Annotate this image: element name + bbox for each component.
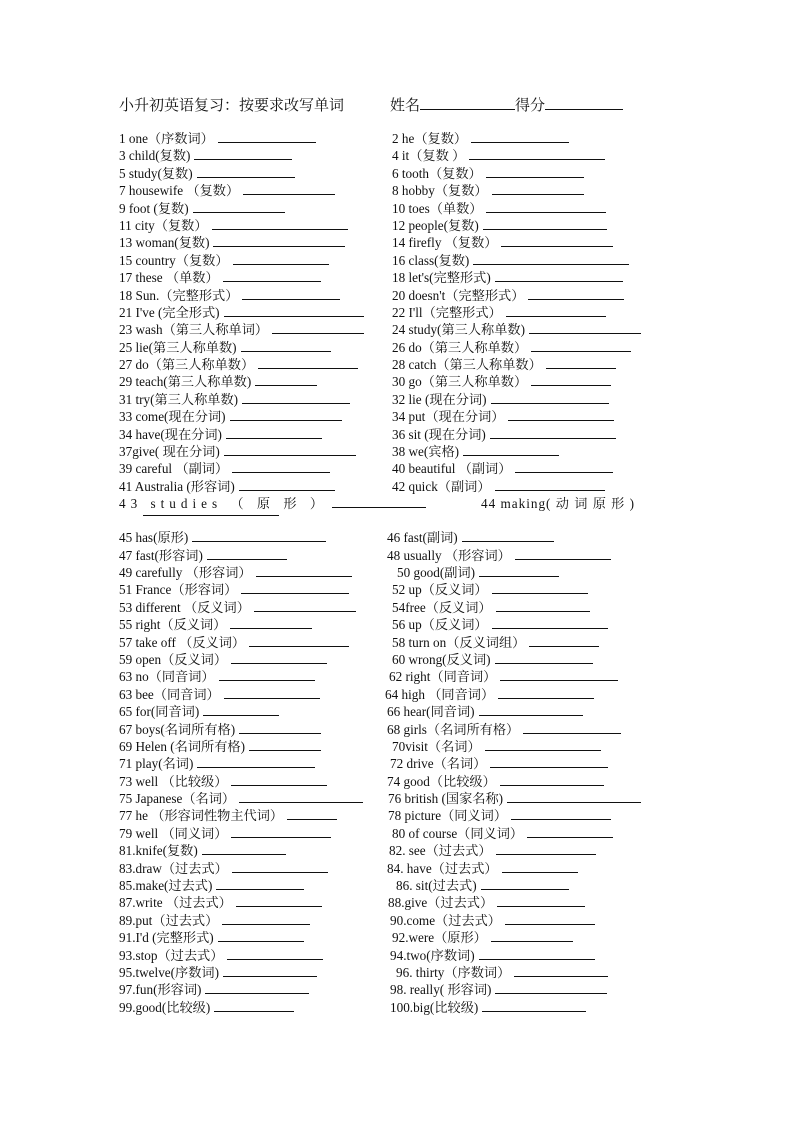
exercise-prompt: 44 making( 动 词 原 形 ) (481, 496, 636, 512)
exercise-row (119, 964, 679, 981)
answer-blank[interactable] (485, 738, 601, 751)
answer-blank[interactable] (508, 408, 614, 421)
worksheet-header (119, 94, 623, 115)
answer-blank[interactable] (498, 686, 594, 699)
answer-blank[interactable] (207, 547, 287, 560)
exercise-row (119, 929, 679, 946)
exercise-prompt: 34 have(现在分词) (119, 426, 222, 442)
exercise-row (119, 200, 679, 217)
exercise-prompt: 63 bee（同音词） (119, 686, 220, 702)
answer-blank[interactable] (227, 947, 323, 960)
exercise-prompt: 90.come（过去式） (390, 912, 501, 928)
exercise-prompt: 91.I'd (完整形式) (119, 930, 214, 946)
answer-blank[interactable] (258, 356, 358, 369)
exercise-prompt: 77 he （形容词性物主代词） (119, 808, 284, 824)
exercise-prompt: 87.write （过去式） (119, 895, 232, 911)
exercise-prompt: 100.big(比较级) (390, 999, 479, 1015)
exercise-prompt: 62 right（同音词） (389, 669, 497, 685)
exercise-row (119, 634, 679, 651)
answer-blank[interactable] (239, 790, 363, 803)
answer-blank[interactable] (528, 287, 624, 300)
exercise-prompt: 98. really( 形容词) (390, 982, 492, 998)
answer-blank[interactable] (529, 634, 599, 647)
answer-blank[interactable] (287, 807, 337, 820)
answer-blank[interactable] (490, 755, 608, 768)
answer-blank[interactable] (511, 807, 611, 820)
exercise-row (119, 321, 679, 338)
exercise-prompt: 49 carefully （形容词） (119, 564, 252, 580)
exercise-row (119, 581, 679, 598)
score-blank[interactable] (545, 95, 623, 110)
exercise-prompt: 59 open（反义词） (119, 651, 228, 667)
exercise-prompt: 18 Sun.（完整形式） (119, 287, 239, 303)
exercise-prompt: 64 high （同音词） (385, 686, 495, 702)
answer-blank[interactable] (197, 755, 315, 768)
exercise-row (119, 790, 679, 807)
exercise-row (119, 408, 679, 425)
exercise-prompt: 28 catch（第三人称单数） (392, 357, 542, 373)
answer-blank[interactable] (193, 200, 285, 213)
answer-blank[interactable] (492, 182, 584, 195)
answer-blank[interactable] (197, 165, 295, 178)
exercise-prompt: 6 tooth（复数） (392, 165, 482, 181)
exercise-prompt: 26 do（第三人称单数） (392, 339, 528, 355)
answer-blank[interactable] (492, 581, 588, 594)
exercise-prompt: 68 girls（名词所有格） (387, 721, 520, 737)
answer-blank[interactable] (230, 616, 312, 629)
answer-blank[interactable] (223, 964, 317, 977)
exercise-prompt: 37give( 现在分词) (119, 444, 220, 460)
exercise-prompt: 96. thirty（序数词） (396, 964, 511, 980)
exercise-prompt: 46 fast(副词) (387, 530, 458, 546)
exercise-prompt: 32 lie (现在分词) (392, 391, 487, 407)
answer-blank[interactable] (143, 515, 279, 516)
exercise-row (119, 391, 679, 408)
exercise-prompt: 54free（反义词） (392, 599, 492, 615)
exercise-row (119, 182, 679, 199)
answer-blank[interactable] (243, 182, 335, 195)
answer-blank[interactable] (230, 408, 342, 421)
exercise-row (119, 721, 679, 738)
answer-blank[interactable] (471, 130, 569, 143)
score-label: 得分 (515, 98, 546, 114)
answer-blank[interactable] (242, 287, 340, 300)
answer-blank[interactable] (242, 391, 350, 404)
exercise-row (119, 356, 679, 373)
answer-blank[interactable] (236, 894, 322, 907)
exercise-row (119, 564, 679, 581)
answer-blank[interactable] (256, 564, 352, 577)
exercise-prompt: 75 Japanese（名词） (119, 791, 236, 807)
answer-blank[interactable] (239, 478, 335, 491)
exercise-row (119, 287, 679, 304)
exercise-prompt: 82. see（过去式） (389, 843, 492, 859)
answer-blank[interactable] (495, 981, 607, 994)
answer-blank[interactable] (241, 339, 331, 352)
exercise-prompt: 84. have（过去式） (387, 860, 498, 876)
answer-blank[interactable] (497, 894, 585, 907)
answer-blank[interactable] (483, 217, 607, 230)
answer-blank[interactable] (486, 200, 606, 213)
exercise-prompt: 86. sit(过去式) (396, 878, 477, 894)
exercise-row (119, 912, 679, 929)
exercise-prompt: 95.twelve(序数词) (119, 964, 219, 980)
answer-blank[interactable] (224, 304, 364, 317)
answer-blank[interactable] (249, 738, 321, 751)
exercise-prompt: 58 turn on（反义词组） (392, 634, 526, 650)
exercise-prompt: 12 people(复数) (392, 217, 479, 233)
exercise-prompt: 10 toes（单数） (392, 200, 483, 216)
answer-blank[interactable] (500, 773, 604, 786)
exercise-row (119, 842, 679, 859)
answer-blank[interactable] (216, 877, 304, 890)
exercise-prompt: 57 take off （反义词） (119, 634, 246, 650)
exercise-prompt: 83.draw（过去式） (119, 860, 228, 876)
exercise-prompt: 55 right（反义词） (119, 617, 227, 633)
exercise-prompt: 18 let's(完整形式) (392, 270, 491, 286)
answer-blank[interactable] (507, 790, 641, 803)
answer-blank[interactable] (515, 460, 613, 473)
answer-blank[interactable] (232, 860, 328, 873)
answer-blank[interactable] (219, 668, 315, 681)
exercise-prompt: 43 studies （ 原 形 ） (119, 496, 329, 512)
exercise-prompt: 65 for(同音词) (119, 704, 200, 720)
exercise-prompt: 17 these （单数） (119, 270, 219, 286)
answer-blank[interactable] (224, 686, 320, 699)
exercise-prompt: 31 try(第三人称单数) (119, 391, 239, 407)
exercise-prompt: 7 housewife （复数） (119, 183, 240, 199)
answer-blank[interactable] (213, 234, 345, 247)
answer-blank[interactable] (231, 773, 327, 786)
answer-blank[interactable] (527, 825, 613, 838)
answer-blank[interactable] (194, 147, 292, 160)
exercise-prompt: 73 well （比较级） (119, 773, 228, 789)
answer-blank[interactable] (272, 321, 364, 334)
exercise-prompt: 66 hear(同音词) (387, 704, 475, 720)
exercise-prompt: 50 good(副词) (397, 564, 476, 580)
exercise-prompt: 16 class(复数) (392, 252, 470, 268)
exercise-prompt: 41 Australia (形容词) (119, 478, 235, 494)
exercise-prompt: 78 picture（同义词） (388, 808, 508, 824)
answer-blank[interactable] (531, 339, 631, 352)
answer-blank[interactable] (486, 165, 584, 178)
exercise-prompt: 25 lie(第三人称单数) (119, 339, 237, 355)
exercise-prompt: 5 study(复数) (119, 165, 193, 181)
exercise-prompt: 63 no（同音词） (119, 669, 215, 685)
exercise-row (119, 478, 679, 495)
exercise-prompt: 79 well （同义词） (119, 825, 228, 841)
exercise-row (119, 599, 679, 616)
exercise-prompt: 3 child(复数) (119, 148, 191, 164)
exercise-row (119, 339, 679, 356)
exercise-prompt: 13 woman(复数) (119, 235, 210, 251)
exercise-prompt: 53 different （反义词） (119, 599, 250, 615)
answer-blank[interactable] (506, 304, 606, 317)
answer-blank[interactable] (473, 252, 629, 265)
exercise-row (119, 426, 679, 443)
answer-blank[interactable] (205, 981, 309, 994)
exercise-prompt: 9 foot (复数) (119, 200, 189, 216)
exercise-row (119, 825, 679, 842)
exercise-prompt: 4 it（复数 ） (392, 148, 466, 164)
answer-blank[interactable] (218, 130, 316, 143)
exercise-prompt: 52 up（反义词） (392, 582, 488, 598)
answer-blank[interactable] (492, 616, 608, 629)
answer-blank[interactable] (218, 929, 304, 942)
exercise-row (119, 304, 679, 321)
answer-blank[interactable] (462, 529, 554, 542)
exercise-row (119, 217, 679, 234)
answer-blank[interactable] (192, 529, 326, 542)
exercise-row (119, 981, 679, 998)
answer-blank[interactable] (255, 373, 317, 386)
exercise-row (119, 529, 679, 546)
exercise-row (119, 738, 679, 755)
answer-blank[interactable] (514, 964, 608, 977)
answer-blank[interactable] (496, 842, 596, 855)
answer-blank[interactable] (249, 634, 349, 647)
answer-blank[interactable] (231, 825, 331, 838)
exercise-prompt: 69 Helen (名词所有格) (119, 738, 245, 754)
answer-blank[interactable] (241, 581, 349, 594)
exercise-prompt: 8 hobby（复数） (392, 183, 488, 199)
answer-blank[interactable] (482, 999, 586, 1012)
answer-blank[interactable] (212, 217, 348, 230)
exercise-prompt: 30 go（第三人称单数） (392, 374, 528, 390)
exercise-prompt: 74 good（比较级） (387, 773, 496, 789)
answer-blank[interactable] (202, 842, 286, 855)
answer-blank[interactable] (226, 426, 322, 439)
answer-blank[interactable] (490, 426, 616, 439)
answer-blank[interactable] (496, 599, 590, 612)
exercise-prompt: 20 doesn't（完整形式） (392, 287, 525, 303)
exercise-prompt: 39 careful （副词） (119, 461, 229, 477)
exercise-row (119, 460, 679, 477)
exercise-prompt: 93.stop（过去式） (119, 947, 224, 963)
exercise-prompt: 71 play(名词) (119, 756, 194, 772)
exercise-prompt: 34 put（现在分词） (392, 409, 505, 425)
exercise-prompt: 27 do（第三人称单数） (119, 357, 255, 373)
answer-blank[interactable] (491, 929, 573, 942)
exercise-prompt: 56 up（反义词） (392, 617, 488, 633)
exercise-row (119, 269, 679, 286)
exercise-prompt: 38 we(宾格) (392, 444, 460, 460)
exercise-prompt: 14 firefly （复数） (392, 235, 498, 251)
exercise-prompt: 89.put（过去式） (119, 912, 219, 928)
answer-blank[interactable] (495, 478, 605, 491)
exercise-prompt: 42 quick（副词） (392, 478, 491, 494)
answer-blank[interactable] (523, 721, 621, 734)
answer-blank[interactable] (224, 443, 356, 456)
exercise-list (119, 130, 679, 1016)
answer-blank[interactable] (495, 651, 593, 664)
exercise-prompt: 72 drive（名词） (390, 756, 487, 772)
answer-blank[interactable] (495, 269, 623, 282)
answer-blank[interactable] (469, 147, 605, 160)
exercise-row (119, 443, 679, 460)
exercise-row (119, 495, 679, 529)
exercise-prompt: 80 of course（同义词） (392, 825, 524, 841)
exercise-prompt: 22 I'll（完整形式） (392, 304, 502, 320)
exercise-prompt: 47 fast(形容词) (119, 547, 203, 563)
exercise-row (119, 668, 679, 685)
exercise-prompt: 29 teach(第三人称单数) (119, 374, 252, 390)
answer-blank[interactable] (501, 234, 613, 247)
answer-blank[interactable] (479, 703, 583, 716)
exercise-row (119, 616, 679, 633)
answer-blank[interactable] (546, 356, 616, 369)
exercise-prompt: 1 one（序数词） (119, 131, 214, 146)
exercise-row (119, 147, 679, 164)
name-label: 姓名 (390, 98, 421, 114)
exercise-prompt: 76 british (国家名称) (388, 791, 504, 807)
answer-blank[interactable] (463, 443, 559, 456)
exercise-prompt: 21 I've (完全形式) (119, 304, 220, 320)
answer-blank[interactable] (515, 547, 611, 560)
exercise-row (119, 860, 679, 877)
answer-blank[interactable] (222, 912, 310, 925)
exercise-row (119, 651, 679, 668)
exercise-row (119, 130, 679, 147)
exercise-row (119, 252, 679, 269)
exercise-row (119, 547, 679, 564)
answer-blank[interactable] (233, 252, 329, 265)
page-title: 小升初英语复习：按要求改写单词 (119, 98, 345, 114)
exercise-prompt: 45 has(原形) (119, 530, 189, 546)
answer-blank[interactable] (332, 495, 426, 508)
exercise-prompt: 36 sit (现在分词) (392, 426, 486, 442)
exercise-row (119, 894, 679, 911)
answer-blank[interactable] (481, 877, 569, 890)
exercise-prompt: 99.good(比较级) (119, 999, 211, 1015)
exercise-row (119, 703, 679, 720)
exercise-prompt: 97.fun(形容词) (119, 982, 202, 998)
name-blank[interactable] (420, 95, 515, 110)
answer-blank[interactable] (479, 564, 559, 577)
exercise-prompt: 60 wrong(反义词) (392, 651, 491, 667)
answer-blank[interactable] (500, 668, 618, 681)
answer-blank[interactable] (491, 391, 609, 404)
answer-blank[interactable] (505, 912, 595, 925)
answer-blank[interactable] (223, 269, 321, 282)
exercise-prompt: 88.give（过去式） (388, 895, 494, 911)
answer-blank[interactable] (203, 703, 279, 716)
answer-blank[interactable] (531, 373, 611, 386)
exercise-prompt: 24 study(第三人称单数) (392, 322, 525, 338)
answer-blank[interactable] (232, 460, 330, 473)
exercise-prompt: 2 he（复数） (392, 131, 468, 146)
exercise-prompt: 48 usually （形容词） (387, 547, 511, 563)
exercise-row (119, 234, 679, 251)
answer-blank[interactable] (529, 321, 641, 334)
exercise-prompt: 94.two(序数词) (390, 947, 475, 963)
exercise-row (119, 755, 679, 772)
answer-blank[interactable] (479, 947, 595, 960)
exercise-row (119, 165, 679, 182)
answer-blank[interactable] (231, 651, 327, 664)
exercise-row (119, 877, 679, 894)
exercise-row (119, 373, 679, 390)
exercise-prompt: 33 come(现在分词) (119, 409, 226, 425)
exercise-prompt: 23 wash（第三人称单词） (119, 322, 269, 338)
exercise-prompt: 11 city（复数） (119, 217, 208, 233)
answer-blank[interactable] (254, 599, 356, 612)
exercise-row (119, 999, 679, 1016)
answer-blank[interactable] (239, 721, 321, 734)
exercise-prompt: 40 beautiful （副词） (392, 461, 512, 477)
exercise-row (119, 686, 679, 703)
answer-blank[interactable] (502, 860, 578, 873)
exercise-prompt: 81.knife(复数) (119, 843, 198, 859)
exercise-prompt: 92.were（原形） (392, 930, 487, 946)
exercise-prompt: 67 boys(名词所有格) (119, 721, 236, 737)
exercise-prompt: 15 country（复数） (119, 252, 229, 268)
exercise-row (119, 947, 679, 964)
answer-blank[interactable] (214, 999, 294, 1012)
exercise-prompt: 51 France（形容词） (119, 582, 238, 598)
exercise-row (119, 807, 679, 824)
exercise-prompt: 70visit（名词） (392, 738, 481, 754)
exercise-row (119, 773, 679, 790)
exercise-prompt: 85.make(过去式) (119, 878, 213, 894)
